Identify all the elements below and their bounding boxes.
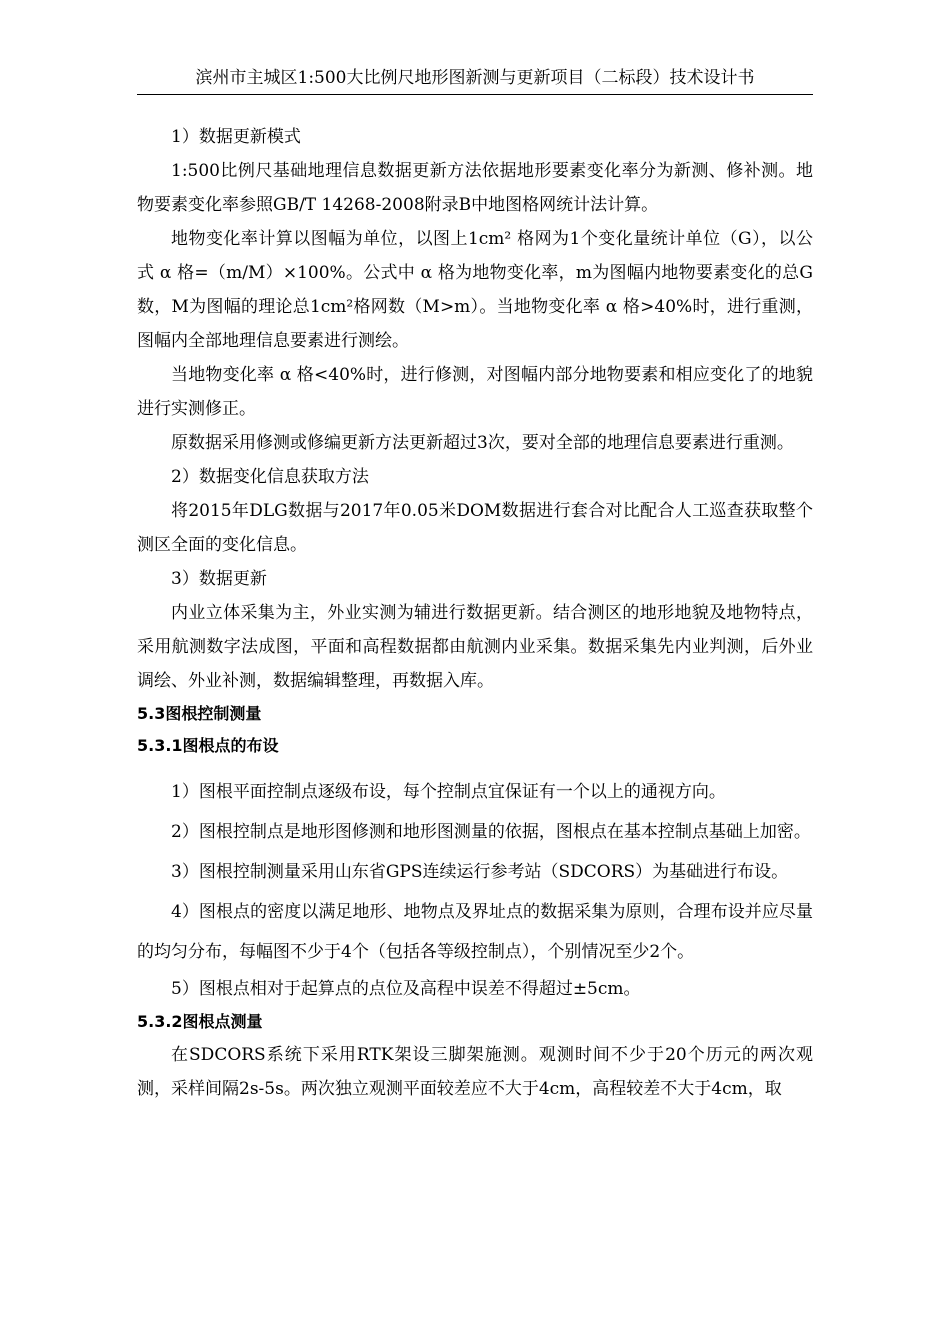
list-item: 1）图根平面控制点逐级布设，每个控制点宜保证有一个以上的通视方向。 <box>171 782 726 802</box>
document-body <box>137 120 813 1106</box>
paragraph: 原数据采用修测或修编更新方法更新超过3次，要对全部的地理信息要素进行重测。 <box>171 433 794 453</box>
section-heading-5-3: 5.3图根控制测量 <box>137 704 262 723</box>
list-item: 2）图根控制点是地形图修测和地形图测量的依据，图根点在基本控制点基础上加密。 <box>171 822 811 842</box>
list-item: 3）图根控制测量采用山东省GPS连续运行参考站（SDCORS）为基础进行布设。 <box>171 862 789 882</box>
paragraph: 内业立体采集为主，外业实测为辅进行数据更新。结合测区的地形地貌及地物特点，采用航测数字法成图，平面和高程数据都由航测内业采集。数据采集先内业判测，后外业调绘、外业补测，数据编辑整理，再数据入库。 <box>137 603 813 691</box>
section-heading-5-3-1: 5.3.1图根点的布设 <box>137 736 279 755</box>
header-divider <box>137 94 813 95</box>
paragraph: 在SDCORS系统下采用RTK架设三脚架施测。观测时间不少于20个历元的两次观测，采样间隔2s-5s。两次独立观测平面较差应不大于4cm，高程较差不大于4cm，取 <box>137 1045 813 1099</box>
list-item: 4）图根点的密度以满足地形、地物点及界址点的数据采集为原则，合理布设并应尽量的均匀分布，每幅图不少于4个（包括各等级控制点），个别情况至少2个。 <box>137 902 813 962</box>
section-heading-5-3-2: 5.3.2图根点测量 <box>137 1012 263 1031</box>
list-item: 5）图根点相对于起算点的点位及高程中误差不得超过±5cm。 <box>171 979 641 999</box>
subsection-title-change-info: 2）数据变化信息获取方法 <box>171 467 369 487</box>
paragraph: 将2015年DLG数据与2017年0.05米DOM数据进行套合对比配合人工巡查获取整个测区全面的变化信息。 <box>137 501 813 555</box>
paragraph: 地物变化率计算以图幅为单位，以图上1cm² 格网为1个变化量统计单位（G），以公式 α 格=（m/M）×100%。公式中 α 格为地物变化率，m为图幅内地物要素变化的总G数，M为图幅的理论总1cm²格网数（M>m）。当地物变化率 α 格>40%时，进行重测，图幅内全部地理信息要素进行测绘。 <box>137 229 813 351</box>
subsection-title-data-update: 3）数据更新 <box>171 569 267 589</box>
subsection-title-update-mode: 1）数据更新模式 <box>171 127 301 147</box>
paragraph: 1:500比例尺基础地理信息数据更新方法依据地形要素变化率分为新测、修补测。地物要素变化率参照GB/T 14268-2008附录B中地图格网统计法计算。 <box>137 161 813 215</box>
paragraph: 当地物变化率 α 格<40%时，进行修测，对图幅内部分地物要素和相应变化了的地貌进行实测修正。 <box>137 365 813 419</box>
page-header: 滨州市主城区1:500大比例尺地形图新测与更新项目（二标段）技术设计书 <box>195 68 755 88</box>
